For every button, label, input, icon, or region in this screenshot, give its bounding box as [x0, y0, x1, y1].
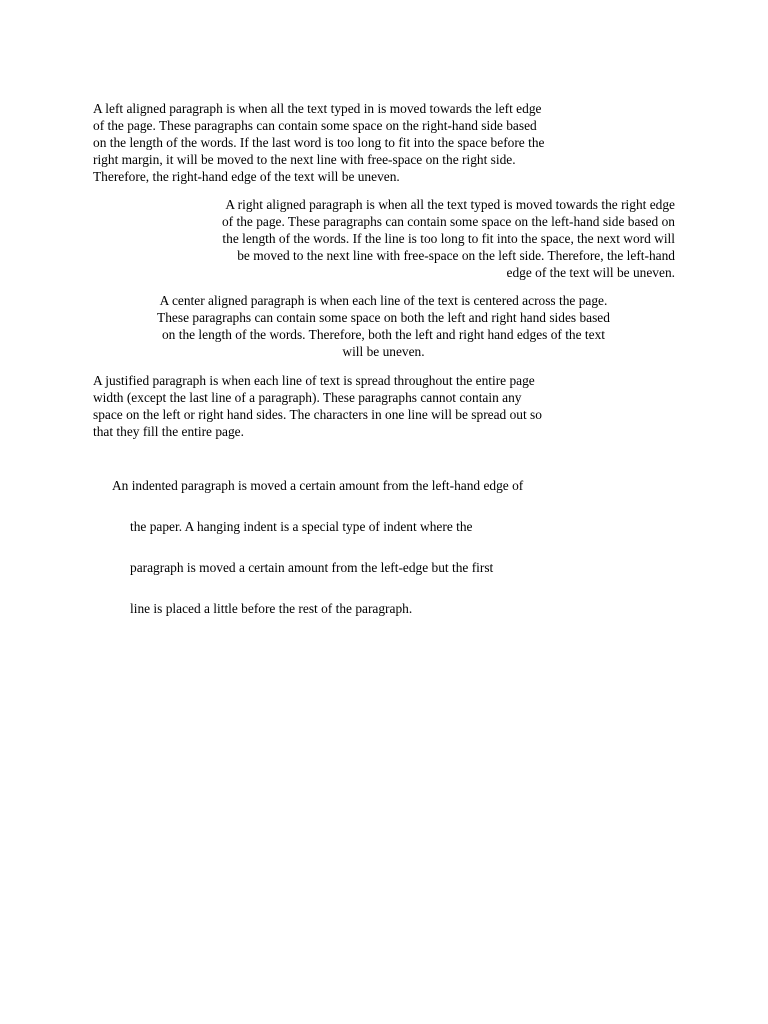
- paragraph-line: width (except the last line of a paragraph). These paragraphs cannot contain any: [93, 390, 522, 405]
- justified-paragraph: [93, 372, 542, 440]
- paragraph-line: edge of the text will be uneven.: [506, 265, 675, 280]
- paragraph-line: These paragraphs can contain some space on both the left and right hand sides based: [157, 310, 610, 325]
- paragraph-line: Therefore, the right-hand edge of the text will be uneven.: [93, 169, 400, 184]
- paragraph-line: An indented paragraph is moved a certain amount from the left-hand edge of: [112, 478, 524, 493]
- paragraph-line: of the page. These paragraphs can contain some space on the left-hand side based on: [221, 214, 675, 229]
- paragraph-line: on the length of the words. If the last word is too long to fit into the space before the: [93, 135, 545, 150]
- center-aligned-paragraph: [93, 292, 674, 360]
- paragraph-line: A left aligned paragraph is when all the text typed in is moved towards the left edge: [93, 101, 542, 116]
- paragraph-line: will be uneven.: [342, 344, 425, 359]
- paragraph-line: A right aligned paragraph is when all the text typed is moved towards the right edge: [225, 197, 675, 212]
- paragraph-line: space on the left or right hand sides. The characters in one line will be spread out so: [93, 407, 542, 422]
- paragraph-line: A justified paragraph is when each line of text is spread throughout the entire page: [93, 373, 535, 388]
- paragraph-line: of the page. These paragraphs can contain some space on the right-hand side based: [93, 118, 537, 133]
- paragraph-line: be moved to the next line with free-space on the left side. Therefore, the left-hand: [237, 248, 675, 263]
- paragraph-line: A center aligned paragraph is when each line of the text is centered across the page.: [159, 293, 608, 308]
- paragraph-line: the paper. A hanging indent is a special type of indent where the: [130, 519, 473, 534]
- indented-paragraph: [93, 465, 523, 629]
- right-aligned-paragraph: [140, 196, 675, 281]
- left-aligned-paragraph: [93, 100, 544, 185]
- paragraph-line: line is placed a little before the rest of the paragraph.: [130, 601, 413, 616]
- paragraph-line: paragraph is moved a certain amount from the left-edge but the first: [130, 560, 494, 575]
- paragraph-line: that they fill the entire page.: [93, 424, 244, 439]
- paragraph-line: on the length of the words. Therefore, both the left and right hand edges of the text: [161, 327, 605, 342]
- paragraph-line: the length of the words. If the line is too long to fit into the space, the next word will: [222, 231, 675, 246]
- paragraph-line: right margin, it will be moved to the next line with free-space on the right side.: [93, 152, 516, 167]
